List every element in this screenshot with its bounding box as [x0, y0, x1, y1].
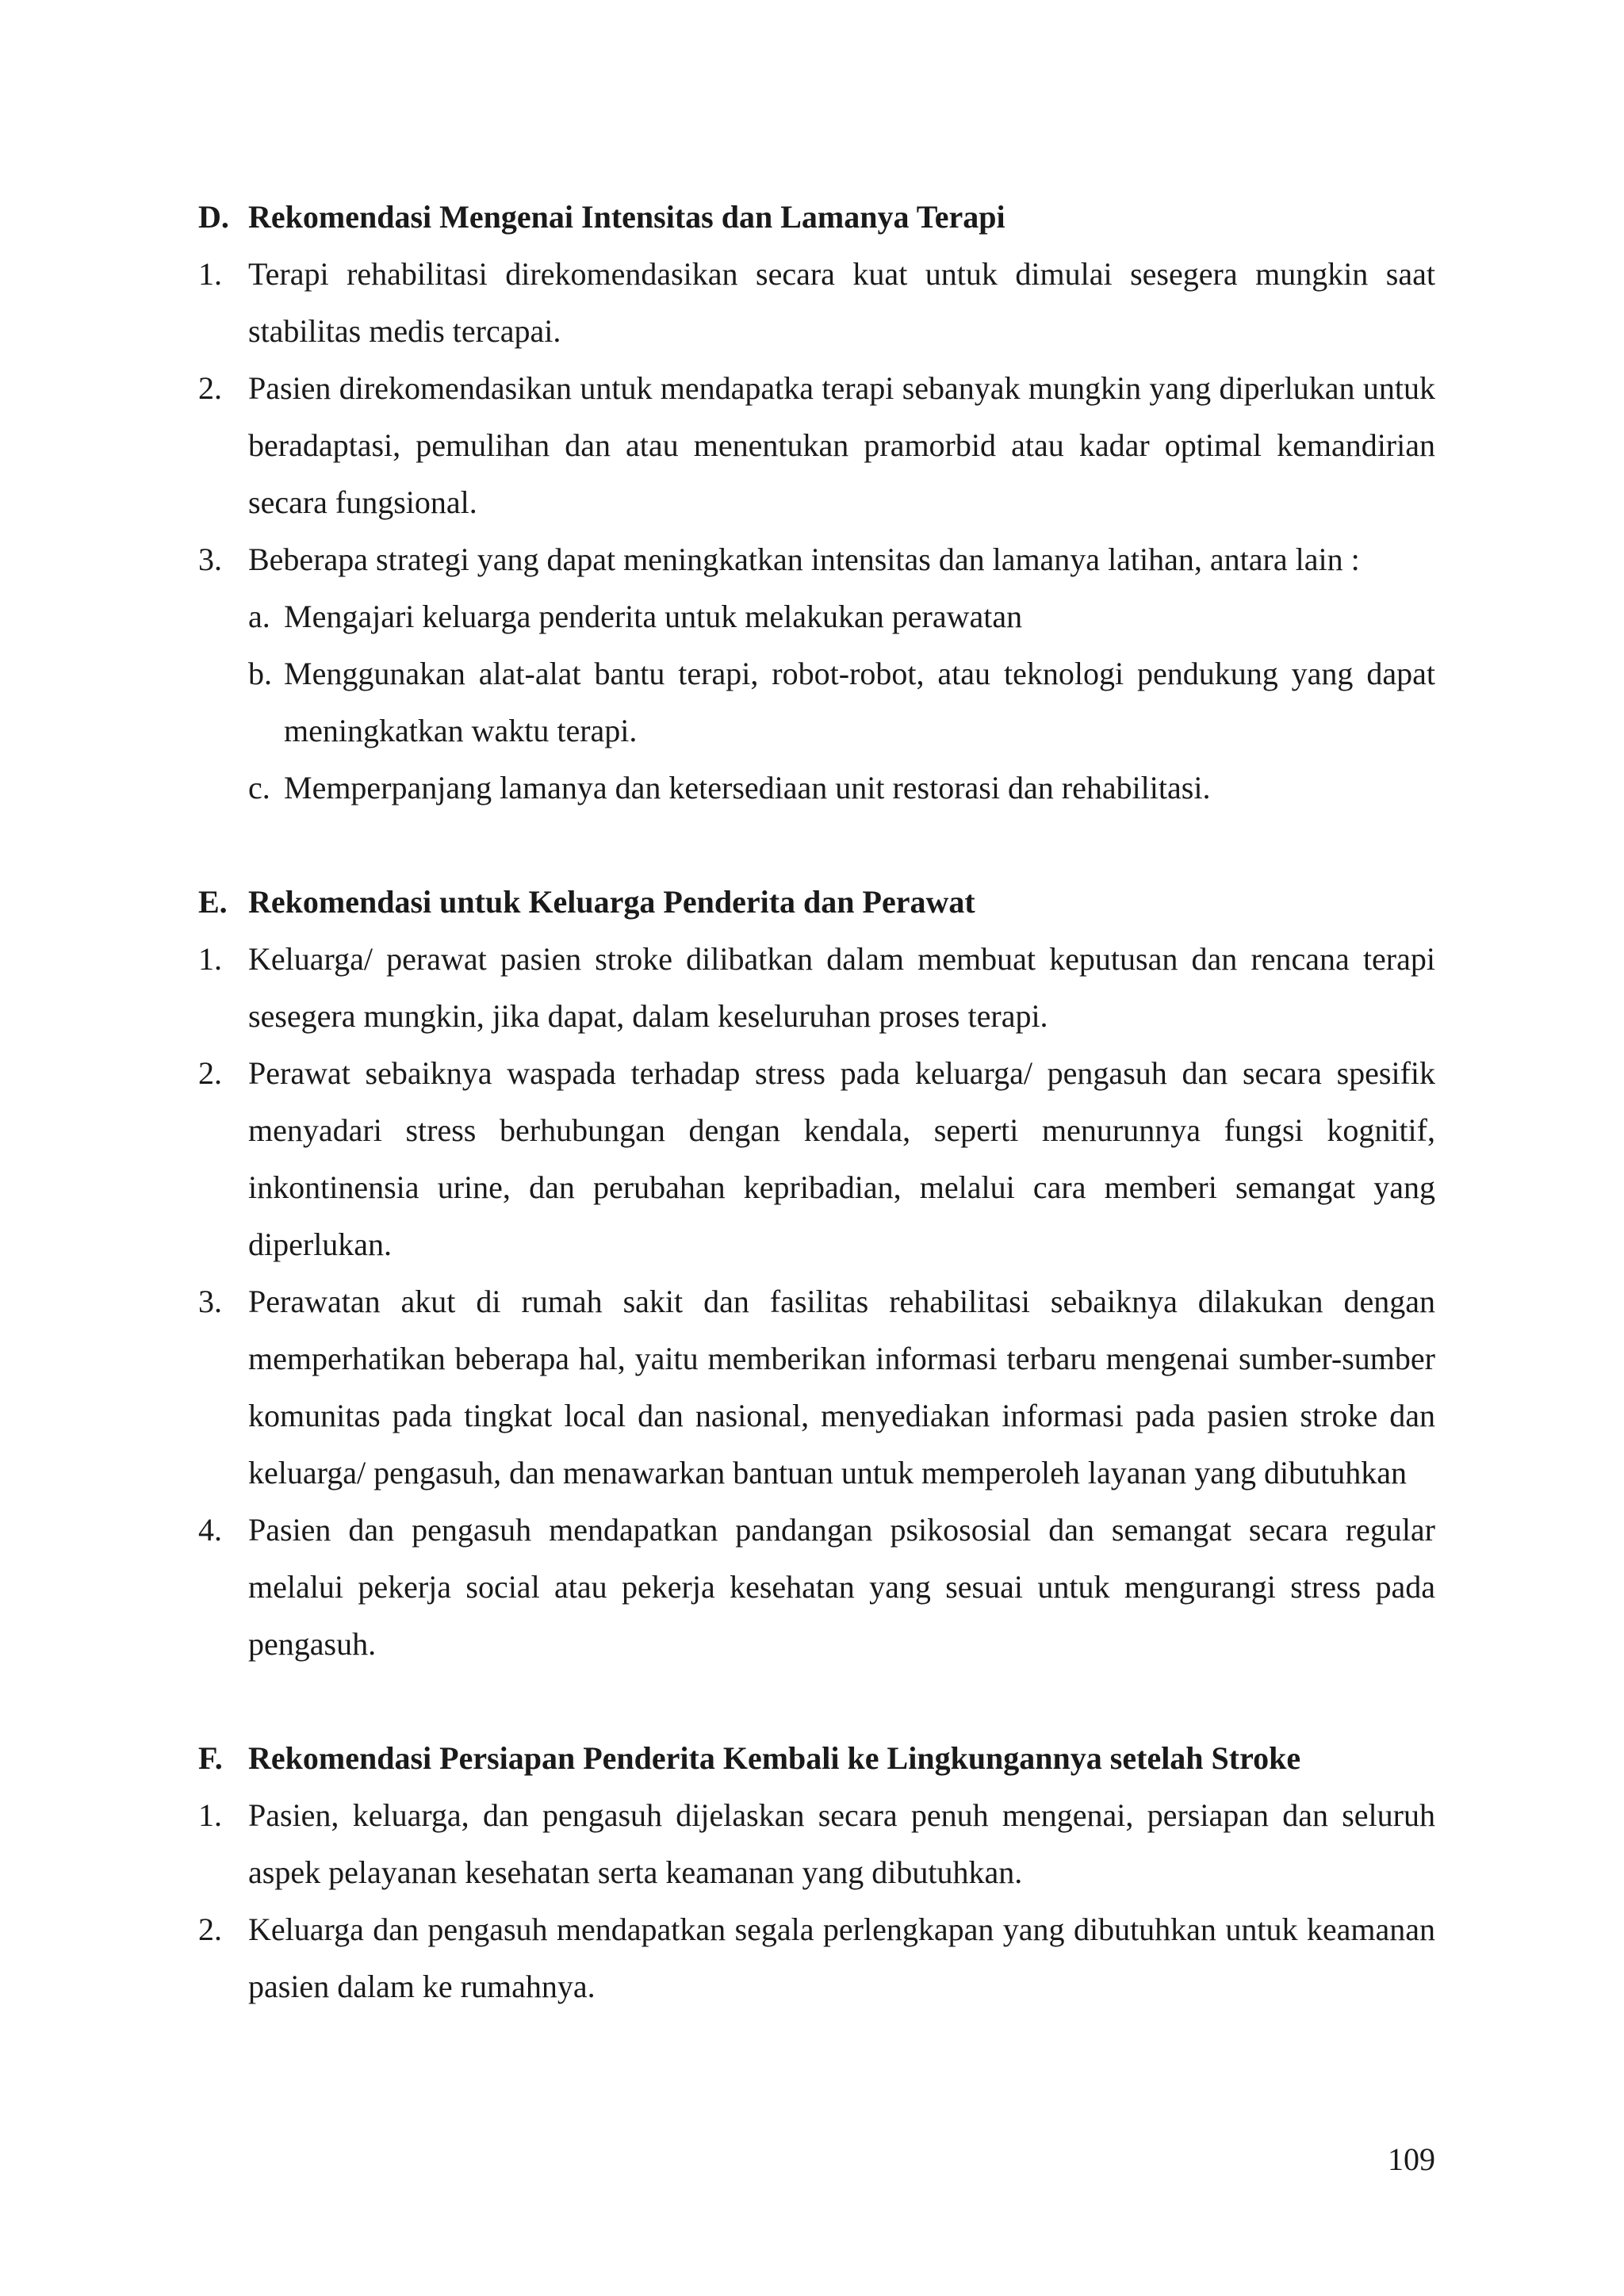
item-number: 1. — [198, 941, 222, 977]
section-f — [198, 1730, 1435, 2015]
section-letter: E. — [198, 884, 228, 920]
list-item — [198, 360, 1435, 531]
section-e — [198, 874, 1435, 1673]
sub-item-text: Memperpanjang lamanya dan ketersediaan unit restorasi dan rehabilitasi. — [284, 770, 1211, 806]
item-number: 2. — [198, 370, 222, 406]
item-text: Perawatan akut di rumah sakit dan fasilitas rehabilitasi sebaiknya dilakukan dengan memperhatikan beberapa hal, yaitu memberikan informasi terbaru mengenai sumber-sumber komunitas pada tingkat local dan nasional, menyediakan informasi pada pasien stroke dan keluarga/ pengasuh, dan menawarkan bantuan untuk memperoleh layanan yang dibutuhkan — [248, 1284, 1435, 1490]
section-title: Rekomendasi Mengenai Intensitas dan Lamanya Terapi — [248, 199, 1005, 235]
sub-item-text: Mengajari keluarga penderita untuk melakukan perawatan — [284, 599, 1023, 634]
item-number: 3. — [198, 1284, 222, 1319]
sub-list-item — [248, 645, 1435, 760]
sub-item-letter: a. — [248, 599, 270, 634]
list-item — [198, 931, 1435, 1045]
sub-list-item — [248, 588, 1435, 645]
list-item — [198, 1787, 1435, 1901]
list-item — [198, 246, 1435, 360]
section-letter: F. — [198, 1740, 223, 1776]
item-text: Keluarga/ perawat pasien stroke dilibatkan dalam membuat keputusan dan rencana terapi sesegera mungkin, jika dapat, dalam keseluruhan proses terapi. — [248, 941, 1435, 1034]
item-number: 1. — [198, 1797, 222, 1833]
item-text: Pasien dan pengasuh mendapatkan pandangan psikososial dan semangat secara regular melalui pekerja social atau pekerja kesehatan yang sesuai untuk mengurangi stress pada pengasuh. — [248, 1512, 1435, 1662]
list-item — [198, 1045, 1435, 1273]
section-title: Rekomendasi Persiapan Penderita Kembali ke Lingkungannya setelah Stroke — [248, 1740, 1301, 1776]
item-number: 2. — [198, 1055, 222, 1091]
section-letter: D. — [198, 199, 229, 235]
sub-list-item — [248, 760, 1435, 817]
sub-item-letter: c. — [248, 770, 270, 806]
item-number: 3. — [198, 541, 222, 577]
page-content — [198, 189, 1435, 2015]
item-text: Keluarga dan pengasuh mendapatkan segala perlengkapan yang dibutuhkan untuk keamanan pasien dalam ke rumahnya. — [248, 1911, 1435, 2004]
sub-item-text: Menggunakan alat-alat bantu terapi, robot-robot, atau teknologi pendukung yang dapat meningkatkan waktu terapi. — [284, 656, 1435, 748]
list-item — [198, 531, 1435, 588]
section-heading — [198, 1730, 1435, 1787]
list-item — [198, 1273, 1435, 1502]
section-heading — [198, 189, 1435, 246]
item-text: Pasien direkomendasikan untuk mendapatka terapi sebanyak mungkin yang diperlukan untuk beradaptasi, pemulihan dan atau menentukan pramorbid atau kadar optimal kemandirian secara fungsional. — [248, 370, 1435, 520]
list-item — [198, 1502, 1435, 1673]
item-number: 1. — [198, 256, 222, 292]
sub-item-letter: b. — [248, 656, 272, 691]
list-item — [198, 1901, 1435, 2015]
item-text: Perawat sebaiknya waspada terhadap stress pada keluarga/ pengasuh dan secara spesifik menyadari stress berhubungan dengan kendala, seperti menurunnya fungsi kognitif, inkontinensia urine, dan perubahan kepribadian, melalui cara memberi semangat yang diperlukan. — [248, 1055, 1435, 1262]
item-text: Pasien, keluarga, dan pengasuh dijelaskan secara penuh mengenai, persiapan dan seluruh aspek pelayanan kesehatan serta keamanan yang dibutuhkan. — [248, 1797, 1435, 1890]
section-d — [198, 189, 1435, 817]
section-heading — [198, 874, 1435, 931]
item-text: Terapi rehabilitasi direkomendasikan secara kuat untuk dimulai sesegera mungkin saat stabilitas medis tercapai. — [248, 256, 1435, 349]
section-title: Rekomendasi untuk Keluarga Penderita dan Perawat — [248, 884, 975, 920]
item-text: Beberapa strategi yang dapat meningkatkan intensitas dan lamanya latihan, antara lain : — [248, 541, 1360, 577]
page-number: 109 — [1388, 2141, 1435, 2177]
item-number: 2. — [198, 1911, 222, 1947]
item-number: 4. — [198, 1512, 222, 1548]
